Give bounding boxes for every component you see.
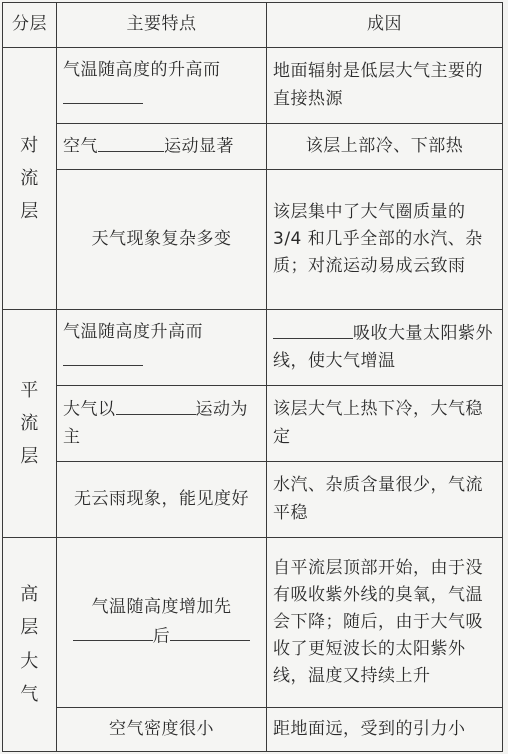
layer-name: 高层大气 <box>20 583 39 705</box>
feature-cell <box>57 538 267 708</box>
table-row <box>3 310 503 386</box>
cause-cell <box>267 310 503 386</box>
fill-blank[interactable] <box>63 85 143 105</box>
fill-blank[interactable] <box>116 395 196 415</box>
feature-cell <box>57 310 267 386</box>
atmosphere-layers-table <box>2 2 503 752</box>
table-row <box>3 538 503 708</box>
fill-blank[interactable] <box>98 132 164 152</box>
cause-cell: 该层集中了大气圈质量的 3/4 和几乎全部的水汽、杂质；对流运动易成云致雨 <box>267 170 503 310</box>
feature-text: 大气以 <box>63 400 116 421</box>
header-feature: 主要特点 <box>57 3 267 48</box>
header-layer: 分层 <box>3 3 57 48</box>
feature-cell: 无云雨现象，能见度好 <box>57 462 267 538</box>
cause-cell: 自平流层顶部开始，由于没有吸收紫外线的臭氧，气温会下降；随后，由于大气吸收了更短波长的太阳紫外线，温度又持续上升 <box>267 538 503 708</box>
feature-text: 气温随高度的升高而 <box>63 60 221 81</box>
cause-cell: 地面辐射是低层大气主要的直接热源 <box>267 48 503 124</box>
feature-cell <box>57 386 267 462</box>
cause-cell: 水汽、杂质含量很少，气流平稳 <box>267 462 503 538</box>
table-row <box>3 170 503 310</box>
feature-cell <box>57 48 267 124</box>
feature-text: 空气 <box>63 136 98 157</box>
layer-cell-upper-atmosphere <box>3 538 57 752</box>
fill-blank[interactable] <box>273 319 353 339</box>
table-row <box>3 48 503 124</box>
table-row <box>3 462 503 538</box>
cause-text: 吸收大量太阳紫外线，使大气增温 <box>273 324 493 372</box>
feature-cell: 空气密度很小 <box>57 708 267 752</box>
cause-cell: 该层上部冷、下部热 <box>267 124 503 170</box>
layer-cell-stratosphere <box>3 310 57 538</box>
fill-blank[interactable] <box>73 622 153 642</box>
fill-blank[interactable] <box>63 347 143 367</box>
table-container <box>2 2 502 750</box>
feature-text: 运动为主 <box>63 400 248 448</box>
table-row <box>3 124 503 170</box>
table-header-row <box>3 3 503 48</box>
feature-text: 气温随高度增加先 <box>91 597 232 618</box>
cause-cell: 距地面远，受到的引力小 <box>267 708 503 752</box>
feature-text: 运动显著 <box>164 136 234 157</box>
table-row <box>3 386 503 462</box>
fill-blank[interactable] <box>170 622 250 642</box>
layer-name: 平流层 <box>20 379 39 468</box>
feature-cell: 天气现象复杂多变 <box>57 170 267 310</box>
feature-text: 后 <box>152 626 171 647</box>
layer-name: 对流层 <box>20 134 39 223</box>
feature-text: 气温随高度升高而 <box>63 322 203 343</box>
table-row <box>3 708 503 752</box>
cause-cell: 该层大气上热下冷，大气稳定 <box>267 386 503 462</box>
feature-cell <box>57 124 267 170</box>
layer-cell-troposphere <box>3 48 57 310</box>
header-cause: 成因 <box>267 3 503 48</box>
